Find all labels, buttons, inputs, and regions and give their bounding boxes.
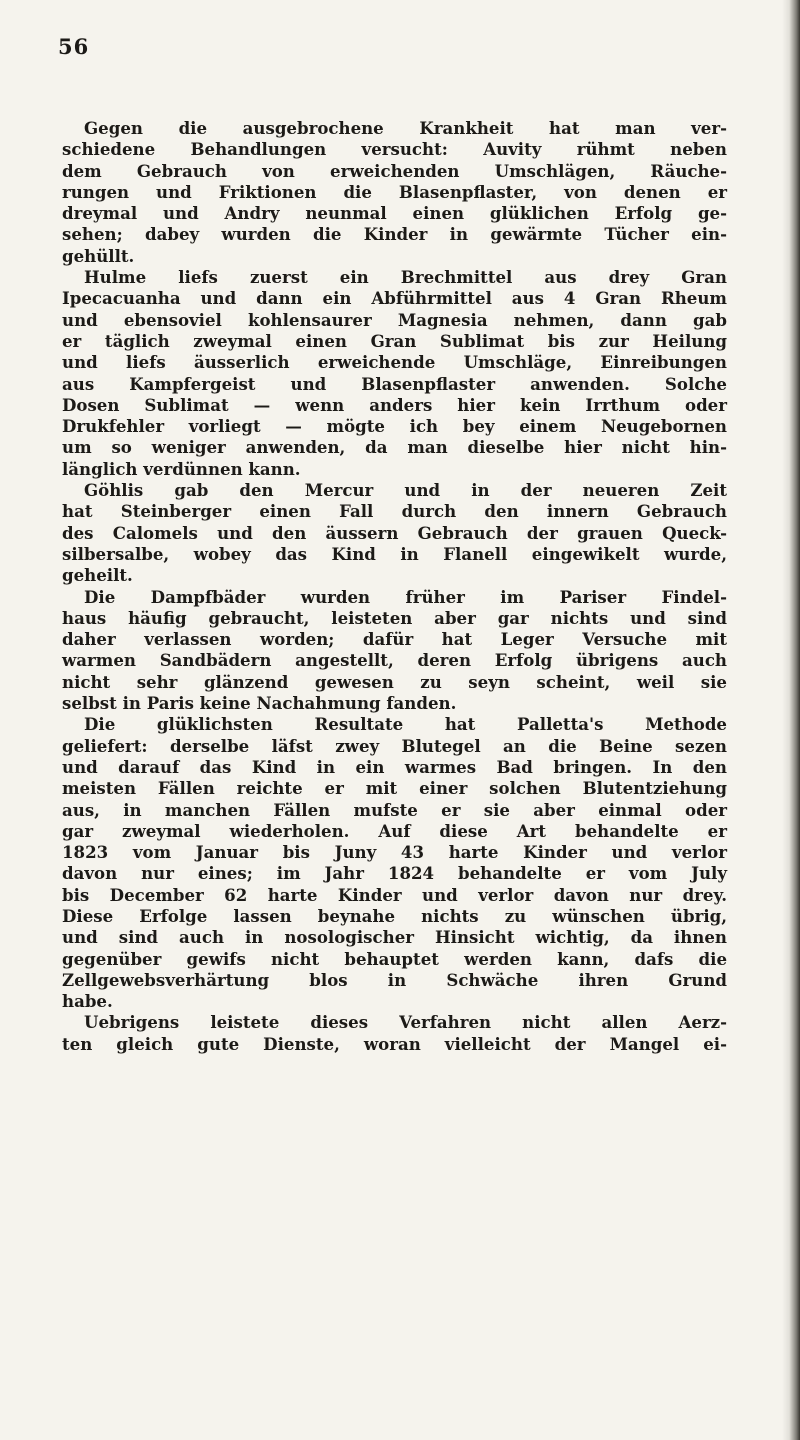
text-line: und darauf das Kind in ein warmes Bad bringen. In den bbox=[62, 756, 727, 777]
text-line: Gegen die ausgebrochene Krankheit hat man ver- bbox=[84, 118, 727, 138]
text-line: er täglich zweymal einen Gran Sublimat bis zur Heilung bbox=[62, 330, 727, 351]
text-line: geheilt. bbox=[62, 565, 133, 586]
text-line: sehen; dabey wurden die Kinder in gewärmte Tücher ein- bbox=[62, 224, 727, 245]
text-line: dem Gebrauch von erweichenden Umschlägen, Räuche- bbox=[62, 160, 727, 181]
text-line: bis December 62 harte Kinder und verlor davon nur drey. bbox=[62, 884, 727, 905]
text-line: gehüllt. bbox=[62, 245, 135, 266]
text-line: Die Dampfbäder wurden früher im Pariser Findel- bbox=[84, 586, 727, 607]
text-line: warmen Sandbädern angestellt, deren Erfolg übrigens auch bbox=[62, 650, 727, 671]
text-line: um so weniger anwenden, da man dieselbe hier nicht hin- bbox=[62, 437, 727, 458]
text-line: aus, in manchen Fällen mufste er sie aber einmal oder bbox=[62, 799, 727, 820]
text-line: dreymal und Andry neunmal einen glüklichen Erfolg ge- bbox=[62, 203, 727, 224]
text-line: gar zweymal wiederholen. Auf diese Art behandelte er bbox=[62, 820, 727, 841]
text-line: Drukfehler vorliegt — mögte ich bey einem Neugebornen bbox=[62, 416, 727, 437]
text-line: nicht sehr glänzend gewesen zu seyn scheint, weil sie bbox=[62, 671, 727, 692]
text-line: daher verlassen worden; dafür hat Leger Versuche mit bbox=[62, 629, 727, 650]
text-line: und sind auch in nosologischer Hinsicht wichtig, da ihnen bbox=[62, 927, 727, 948]
text-line: hat Steinberger einen Fall durch den innern Gebrauch bbox=[62, 501, 727, 522]
text-line: Diese Erfolge lassen beynahe nichts zu wünschen übrig, bbox=[62, 905, 727, 926]
text-line: und ebensoviel kohlensaurer Magnesia nehmen, dann gab bbox=[62, 309, 727, 330]
text-line: habe. bbox=[62, 991, 113, 1012]
text-line: Ipecacuanha und dann ein Abführmittel aus 4 Gran Rheum bbox=[62, 288, 727, 309]
text-line: silbersalbe, wobey das Kind in Flanell eingewikelt wurde, bbox=[62, 543, 727, 564]
text-line: geliefert: derselbe läfst zwey Blutegel an die Beine sezen bbox=[62, 735, 727, 756]
text-line: ten gleich gute Dienste, woran vielleicht der Mangel ei- bbox=[62, 1033, 727, 1054]
text-line: Zellgewebsverhärtung blos in Schwäche ihren Grund bbox=[62, 969, 727, 990]
text-line: schiedene Behandlungen versucht: Auvity rühmt neben bbox=[62, 139, 727, 160]
text-line: Uebrigens leistete dieses Verfahren nicht allen Aerz- bbox=[84, 1012, 727, 1033]
text-line: des Calomels und den äussern Gebrauch der grauen Queck- bbox=[62, 522, 727, 543]
body-text bbox=[62, 118, 727, 1055]
page-edge-shadow bbox=[782, 0, 800, 1440]
text-line: rungen und Friktionen die Blasenpflaster, von denen er bbox=[62, 181, 727, 202]
text-line: Dosen Sublimat — wenn anders hier kein Irrthum oder bbox=[62, 394, 727, 415]
text-line: Die glüklichsten Resultate hat Palletta's Methode bbox=[84, 714, 727, 735]
text-line: und liefs äusserlich erweichende Umschläge, Einreibungen bbox=[62, 352, 727, 373]
text-line: 1823 vom Januar bis Juny 43 harte Kinder und verlor bbox=[62, 842, 727, 863]
page-number: 56 bbox=[58, 34, 90, 59]
text-line: aus Kampfergeist und Blasenpflaster anwenden. Solche bbox=[62, 373, 727, 394]
text-line: gegenüber gewifs nicht behauptet werden kann, dafs die bbox=[62, 948, 727, 969]
text-line: selbst in Paris keine Nachahmung fanden. bbox=[62, 693, 457, 714]
text-line: Göhlis gab den Mercur und in der neueren Zeit bbox=[84, 480, 727, 501]
text-line: Hulme liefs zuerst ein Brechmittel aus drey Gran bbox=[84, 267, 727, 288]
text-line: meisten Fällen reichte er mit einer solchen Blutentziehung bbox=[62, 778, 727, 799]
text-line: länglich verdünnen kann. bbox=[62, 458, 301, 479]
text-line: davon nur eines; im Jahr 1824 behandelte er vom July bbox=[62, 863, 727, 884]
text-line: haus häufig gebraucht, leisteten aber gar nichts und sind bbox=[62, 607, 727, 628]
